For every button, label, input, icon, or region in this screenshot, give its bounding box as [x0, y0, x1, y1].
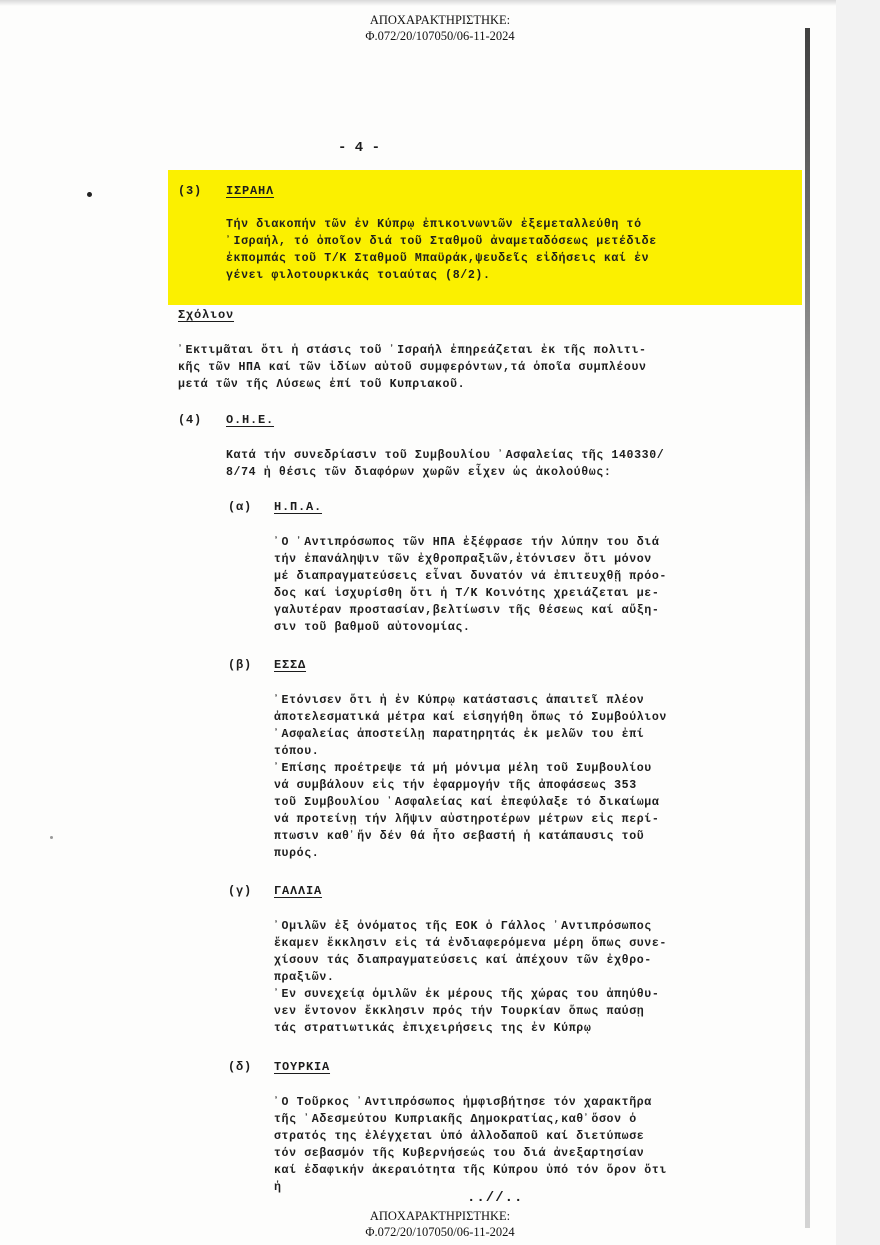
- item-line: σιν τοῦ βαθμοῦ αὐτονομίας.: [274, 621, 471, 634]
- declassification-stamp-bottom: [0, 1208, 880, 1240]
- comment-heading: Σχόλιον: [178, 308, 235, 322]
- item-line: νεν ἔντονον ἔκκλησιν πρός τήν Τουρκίαν ὅπως παύσῃ: [274, 1005, 645, 1018]
- item-heading: Η.Π.Α.: [274, 500, 323, 514]
- comment-line: ᾿Εκτιμᾶται ὅτι ἡ στάσις τοῦ ᾿Ισραήλ ἐπηρεάζεται ἐκ τῆς πολιτι-: [178, 344, 647, 357]
- item-line: γαλυτέραν προστασίαν,βελτίωσιν τῆς θέσεως καί αὔξη-: [274, 604, 660, 617]
- item-line: ᾿Ο Τοῦρκος ᾿Αντιπρόσωπος ἠμφισβήτησε τόν χαρακτῆρα: [274, 1096, 652, 1109]
- section4-intro-line: 8/74 ἡ θέσις τῶν διαφόρων χωρῶν εἶχεν ὡς ἀκολούθως:: [226, 466, 612, 479]
- item-line: ᾿Ο ᾿Αντιπρόσωπος τῶν ΗΠΑ ἐξέφρασε τήν λύπην του διά: [274, 536, 660, 549]
- item-line: ᾿Επίσης προέτρεψε τά μή μόνιμα μέλη τοῦ Συμβουλίου: [274, 762, 652, 775]
- margin-dot: [87, 192, 92, 197]
- item-line: τήν ἐπανάληψιν τῶν ἐχθροπραξιῶν,ἐτόνισεν ὅτι μόνον: [274, 553, 652, 566]
- page-number: - 4 -: [338, 140, 381, 156]
- item-line: χίσουν τάς διαπραγματεύσεις καί ἀπέχουν τῶν ἐχθρο-: [274, 954, 652, 967]
- section3-line: ᾿Ισραήλ, τό ὁποῖον διά τοῦ Σταθμοῦ ἀναμεταδόσεως μετέδιδε: [226, 235, 657, 248]
- item-line: νά συμβάλουν εἰς τήν ἐφαρμογήν τῆς ἀποφάσεως 353: [274, 779, 637, 792]
- scan-right-margin: [836, 0, 880, 1245]
- item-line: τόπου.: [274, 745, 320, 758]
- item-line: ᾿Ετόνισεν ὅτι ἡ ἐν Κύπρῳ κατάστασις ἀπαιτεῖ πλέον: [274, 694, 645, 707]
- stamp-bottom-line2: Φ.072/20/107050/06-11-2024: [365, 1225, 515, 1239]
- comment-line: μετά τῶν τῆς Λύσεως ἐπί τοῦ Κυπριακοῦ.: [178, 378, 466, 391]
- item-line: ᾿Ομιλῶν ἐξ ὀνόματος τῆς ΕΟΚ ὁ Γάλλος ᾿Αντιπρόσωπος: [274, 920, 652, 933]
- item-line: πραξιῶν.: [274, 971, 335, 984]
- item-line: πτωσιν καθ᾿ἥν δέν θά ἦτο σεβαστή ἡ κατάπαυσις τοῦ: [274, 830, 645, 843]
- item-label: (γ): [228, 884, 253, 898]
- item-line: ἔκαμεν ἔκκλησιν εἰς τά ἐνδιαφερόμενα μέρη ὅπως συνε-: [274, 937, 667, 950]
- item-heading: ΕΣΣΔ: [274, 658, 307, 672]
- section3-heading: ΙΣΡΑΗΛ: [226, 184, 275, 198]
- item-line: τάς στρατιωτικάς ἐπιχειρήσεις της ἐν Κύπρῳ: [274, 1022, 592, 1035]
- stamp-top-line1: ΑΠΟΧΑΡΑΚΤΗΡΙΣΤΗΚΕ:: [369, 13, 511, 27]
- item-line: δος καί ἰσχυρίσθη ὅτι ἡ Τ/Κ Κοινότης χρειάζεται με-: [274, 587, 660, 600]
- item-heading: ΓΑΛΛΙΑ: [274, 884, 323, 898]
- item-line: μέ διαπραγματεύσεις εἶναι δυνατόν νά ἐπιτευχθῇ πρόο-: [274, 570, 667, 583]
- item-line: καί ἐδαφικήν ἀκεραιότητα τῆς Κύπρου ὑπό τόν ὅρον ὅτι: [274, 1164, 667, 1177]
- margin-speck: [50, 836, 53, 839]
- continuation-mark: ..//..: [467, 1190, 524, 1206]
- item-line: πυρός.: [274, 847, 320, 860]
- scan-top-shadow: [0, 0, 880, 6]
- section3-line: ἐκπομπάς τοῦ Τ/Κ Σταθμοῦ Μπαϋράκ,ψευδεῖς εἰδήσεις καί ἐν: [226, 252, 650, 265]
- item-label: (α): [228, 500, 253, 514]
- stamp-bottom-line1: ΑΠΟΧΑΡΑΚΤΗΡΙΣΤΗΚΕ:: [369, 1209, 511, 1223]
- item-line: στρατός της ἐλέγχεται ὑπό ἀλλοδαποῦ καί διετύπωσε: [274, 1130, 645, 1143]
- item-line: νά προτείνῃ τήν λῆψιν αὐστηροτέρων μέτρων εἰς περί-: [274, 813, 660, 826]
- item-line: ᾿Ασφαλείας ἀποστείλῃ παρατηρητάς ἐκ μελῶν του ἐπί: [274, 728, 645, 741]
- item-line: τῆς ᾿Αδεσμεύτου Κυπριακῆς Δημοκρατίας,καθ᾿ὅσον ὁ: [274, 1113, 637, 1126]
- item-label: (δ): [228, 1060, 253, 1074]
- declassification-stamp-top: [0, 12, 880, 44]
- section3-line: Τήν διακοπήν τῶν ἐν Κύπρῳ ἐπικοινωνιῶν ἐξεμεταλλεύθη τό: [226, 218, 642, 231]
- item-heading: ΤΟΥΡΚΙΑ: [274, 1060, 331, 1074]
- section4-heading: Ο.Η.Ε.: [226, 413, 275, 427]
- paper-edge-line: [805, 28, 810, 1228]
- item-line: τόν σεβασμόν τῆς Κυβερνήσεώς του διά ἀνεξαρτησίαν: [274, 1147, 645, 1160]
- section3-line: γένει φιλοτουρκικάς τοιαύτας (8/2).: [226, 269, 491, 282]
- item-line: ᾿Εν συνεχείᾳ ὁμιλῶν ἐκ μέρους τῆς χώρας του ἀπηύθυ-: [274, 988, 660, 1001]
- section4-number: (4): [178, 413, 203, 427]
- section3-number: (3): [178, 184, 203, 198]
- item-line: ἀποτελεσματικά μέτρα καί εἰσηγήθη ὅπως τό Συμβούλιον: [274, 711, 667, 724]
- item-label: (β): [228, 658, 253, 672]
- stamp-top-line2: Φ.072/20/107050/06-11-2024: [365, 29, 515, 43]
- section4-intro-line: Κατά τήν συνεδρίασιν τοῦ Συμβουλίου ᾿Ασφαλείας τῆς 140330/: [226, 449, 665, 462]
- item-line: ἡ: [274, 1181, 282, 1194]
- item-line: τοῦ Συμβουλίου ᾿Ασφαλείας καί ἐπεφύλαξε τό δικαίωμα: [274, 796, 660, 809]
- comment-line: κῆς τῶν ΗΠΑ καί τῶν ἰδίων αὐτοῦ συμφερόντων,τά ὁποῖα συμπλέουν: [178, 361, 647, 374]
